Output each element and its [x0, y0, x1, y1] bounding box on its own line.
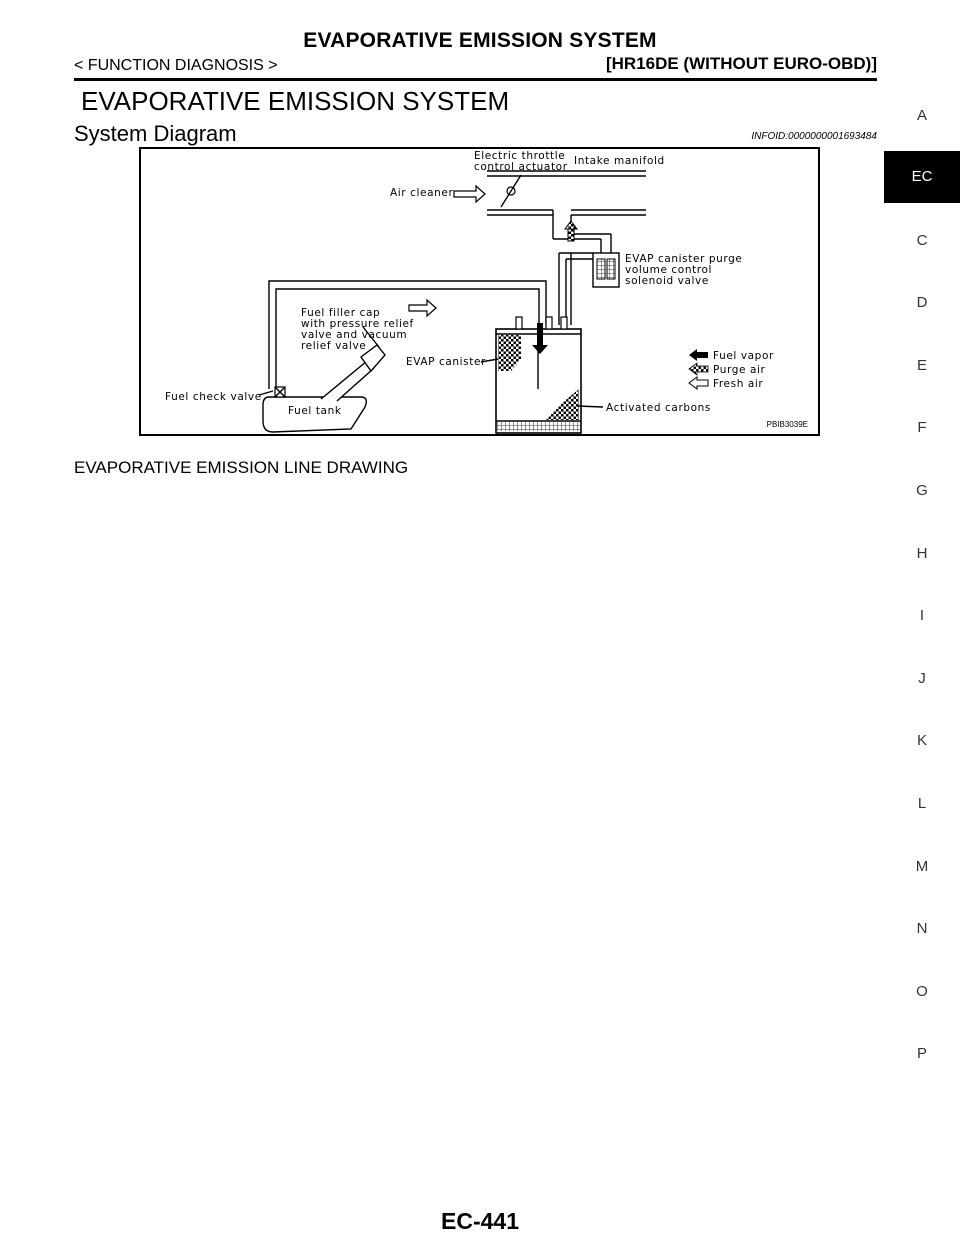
label-cap-line1: Fuel filler cap: [301, 307, 381, 319]
header-model-label: [HR16DE (WITHOUT EURO-OBD)]: [605, 54, 877, 73]
nav-item-o[interactable]: O: [916, 982, 928, 1000]
info-id: INFOID:0000000001693484: [751, 131, 877, 142]
label-cap-line2: with pressure relief: [301, 318, 414, 330]
purge-air-arrow-icon: [565, 221, 577, 241]
filler-neck-icon: [321, 361, 373, 401]
label-activated-carbons: Activated carbons: [606, 402, 711, 414]
nav-item-c[interactable]: C: [916, 231, 928, 249]
legend-purge-air: Purge air: [713, 364, 766, 376]
label-intake-manifold: Intake manifold: [574, 155, 665, 167]
nav-item-d[interactable]: D: [916, 294, 928, 312]
nav-item-n[interactable]: N: [916, 920, 928, 938]
figure-id: PBIB3039E: [766, 420, 808, 429]
nav-item-h[interactable]: H: [916, 544, 928, 562]
section-title: EVAPORATIVE EMISSION SYSTEM: [81, 86, 510, 116]
page-number: EC-441: [441, 1208, 519, 1234]
canister-filter-icon: [497, 422, 580, 431]
legend-fuel-vapor-icon: [689, 349, 708, 361]
canister-port-icon: [516, 317, 522, 329]
label-fuel-check-valve: Fuel check valve: [165, 391, 262, 403]
nav-item-a[interactable]: A: [916, 107, 927, 124]
header-section-label: < FUNCTION DIAGNOSIS >: [74, 57, 278, 74]
label-purge-line3: solenoid valve: [625, 275, 709, 287]
canister-port-icon: [546, 317, 552, 329]
label-fuel-tank: Fuel tank: [288, 405, 342, 417]
nav-item-j[interactable]: J: [918, 669, 926, 687]
legend-purge-air-icon: [689, 363, 708, 375]
label-throttle-line2: control actuator: [474, 161, 568, 173]
label-purge-line2: volume control: [625, 264, 713, 276]
nav-item-e[interactable]: E: [916, 356, 927, 374]
label-air-cleaner: Air cleaner: [390, 187, 454, 199]
leader-line: [577, 406, 603, 407]
label-cap-line4: relief valve: [301, 340, 367, 352]
label-evap-canister: EVAP canister: [406, 356, 486, 368]
nav-item-m[interactable]: M: [915, 857, 929, 875]
nav-item-p[interactable]: P: [916, 1045, 927, 1063]
label-throttle-line1: Electric throttle: [474, 150, 566, 162]
subsection-title: System Diagram: [74, 121, 237, 146]
legend-fuel-vapor: Fuel vapor: [713, 350, 774, 362]
throttle-valve-icon: [501, 175, 521, 207]
legend-fresh-air-icon: [689, 377, 708, 389]
nav-item-k[interactable]: K: [916, 732, 927, 750]
solenoid-coil-icon: [607, 259, 615, 279]
nav-item-g[interactable]: G: [916, 481, 928, 499]
solenoid-coil-icon: [597, 259, 605, 279]
nav-item-f[interactable]: F: [917, 419, 927, 437]
section-index-nav: [884, 102, 960, 1103]
nav-item-ec[interactable]: EC: [884, 151, 960, 203]
canister-port-icon: [561, 317, 567, 329]
legend-fresh-air: Fresh air: [713, 378, 764, 390]
page-header-title: EVAPORATIVE EMISSION SYSTEM: [303, 29, 657, 52]
label-purge-line1: EVAP canister purge: [625, 253, 743, 265]
line-drawing-heading: EVAPORATIVE EMISSION LINE DRAWING: [74, 458, 409, 477]
nav-item-l[interactable]: L: [917, 794, 927, 812]
system-diagram-figure: [139, 147, 820, 436]
system-diagram: [141, 149, 818, 434]
header-rule: [74, 78, 877, 81]
fresh-air-arrow-icon: [454, 186, 485, 202]
nav-item-i[interactable]: I: [919, 607, 925, 625]
fresh-air-arrow-icon: [409, 300, 436, 316]
label-cap-line3: valve and vacuum: [301, 329, 408, 341]
